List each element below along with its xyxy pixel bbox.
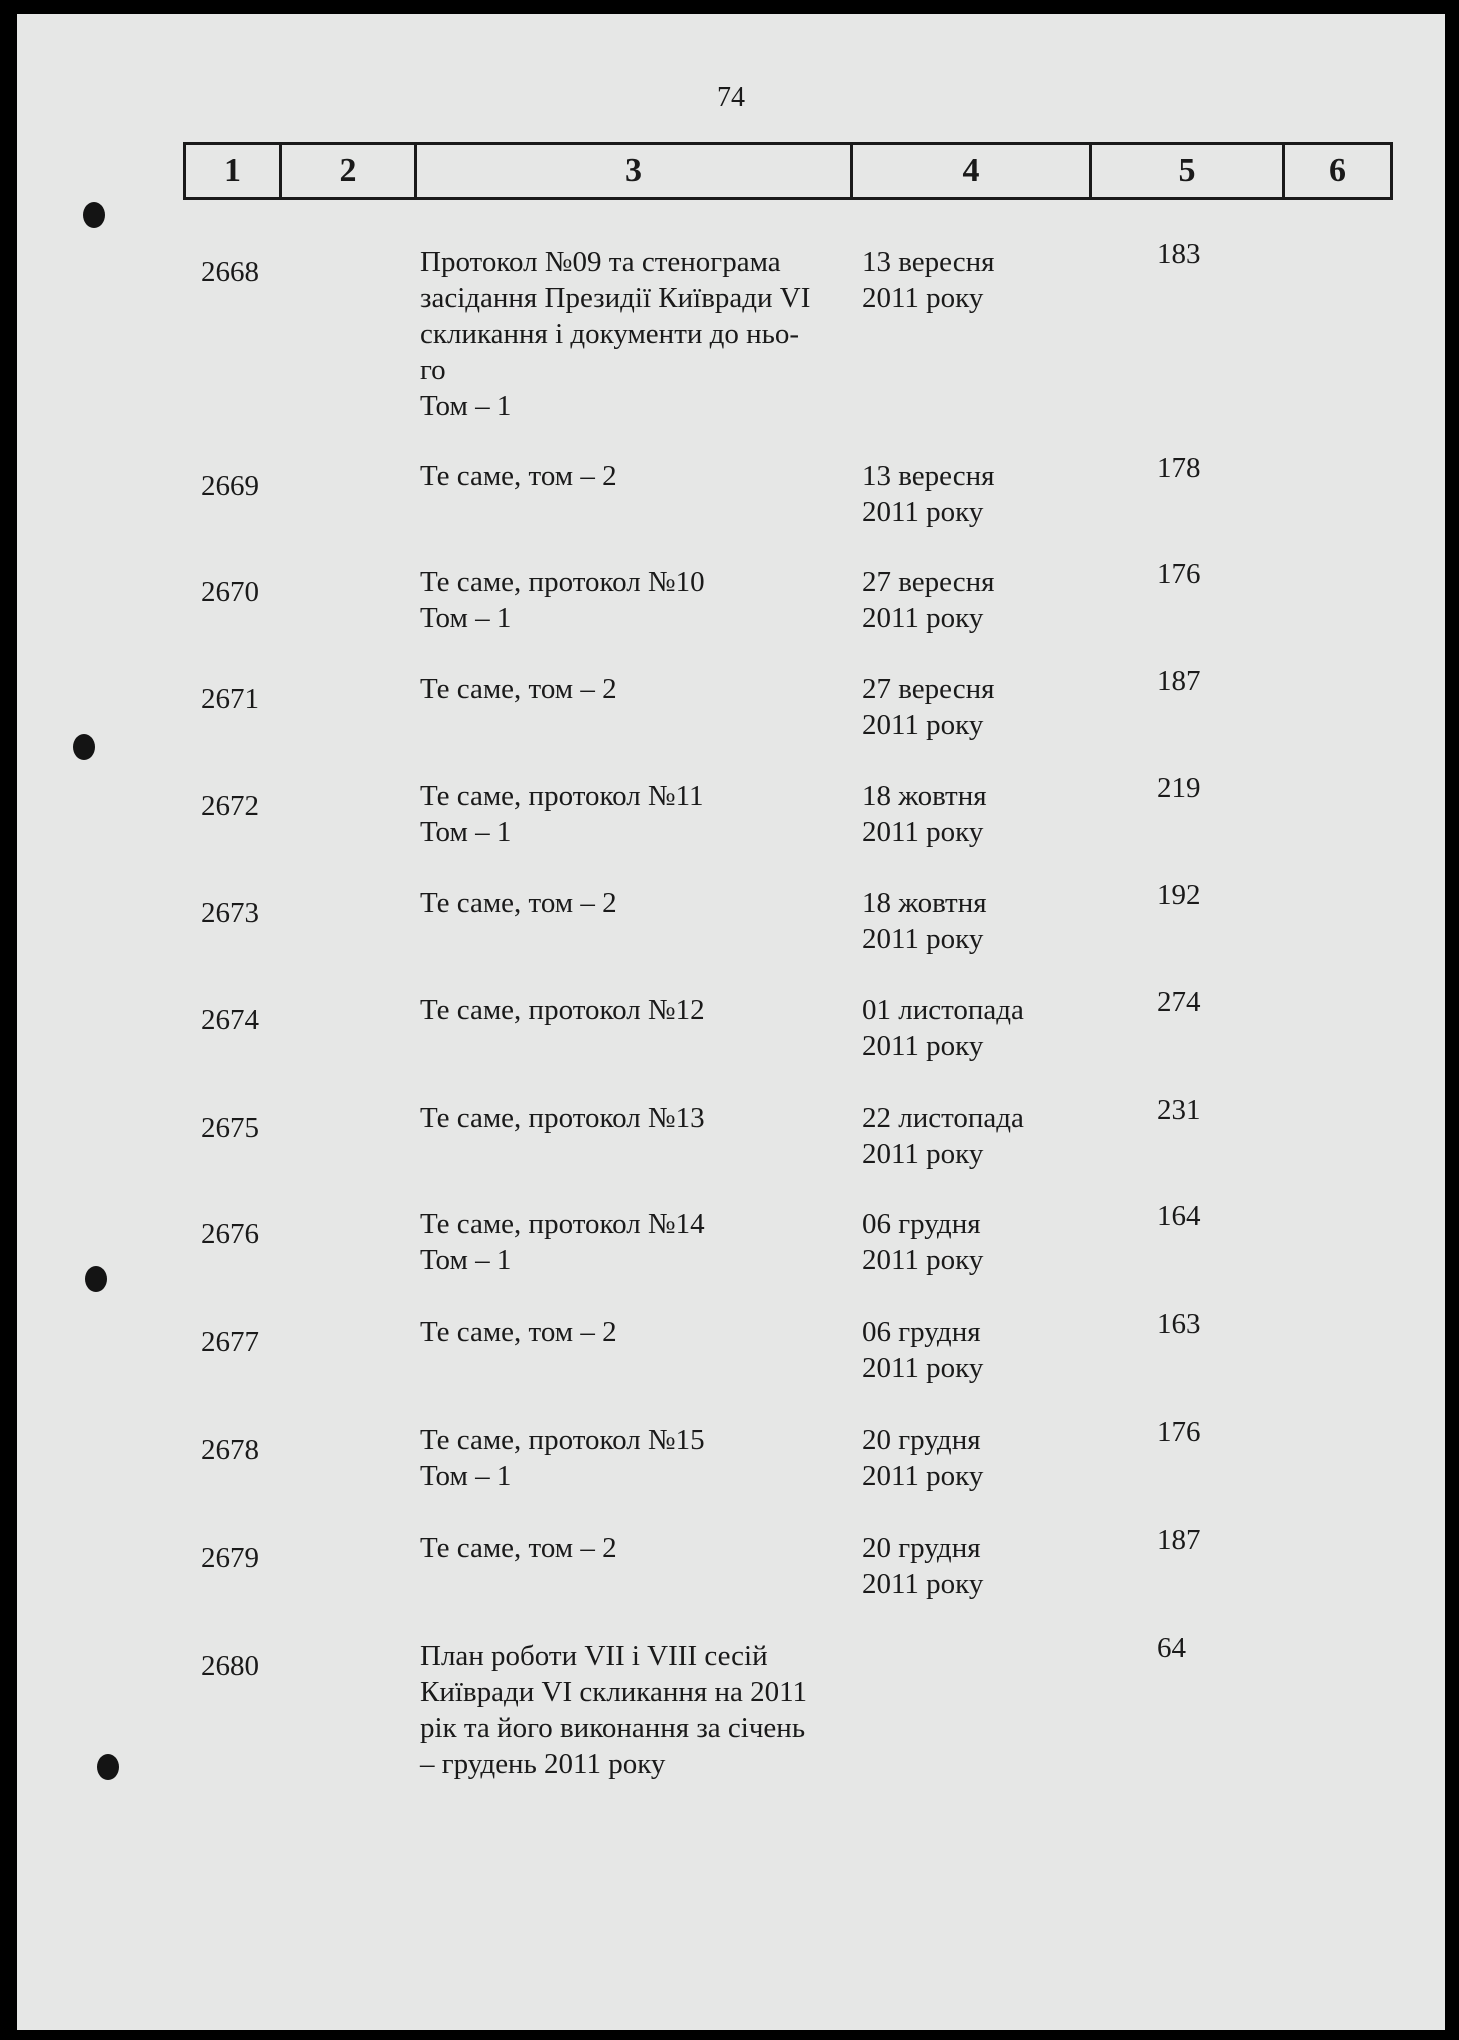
row-title: Те саме, том – 2	[420, 887, 617, 919]
row-title: Те саме, протокол №15 Том – 1	[420, 1424, 705, 1492]
row-date: 18 жовтня 2011 року	[862, 780, 987, 848]
row-sheet-count: 178	[1157, 452, 1201, 484]
row-sheet-count: 187	[1157, 665, 1201, 697]
row-sheet-count: 164	[1157, 1200, 1201, 1232]
row-title: Те саме, протокол №11 Том – 1	[420, 780, 704, 848]
row-number: 2676	[201, 1218, 259, 1250]
row-date: 18 жовтня 2011 року	[862, 887, 987, 955]
row-number: 2675	[201, 1112, 259, 1144]
row-sheet-count: 183	[1157, 238, 1201, 270]
row-title: Те саме, том – 2	[420, 1532, 617, 1564]
binder-hole	[73, 734, 95, 760]
row-title: Те саме, протокол №13	[420, 1102, 705, 1134]
row-date: 01 листопада 2011 року	[862, 994, 1024, 1062]
row-sheet-count: 163	[1157, 1308, 1201, 1340]
row-sheet-count: 176	[1157, 558, 1201, 590]
row-sheet-count: 64	[1157, 1632, 1186, 1664]
row-sheet-count: 176	[1157, 1416, 1201, 1448]
binder-hole	[85, 1266, 107, 1292]
binder-hole	[83, 202, 105, 228]
row-number: 2670	[201, 576, 259, 608]
row-date: 06 грудня 2011 року	[862, 1316, 984, 1384]
header-col-2: 2	[282, 145, 417, 197]
row-title: Те саме, том – 2	[420, 673, 617, 705]
row-number: 2678	[201, 1434, 259, 1466]
row-title: Те саме, том – 2	[420, 1316, 617, 1348]
row-sheet-count: 231	[1157, 1094, 1201, 1126]
row-date: 06 грудня 2011 року	[862, 1208, 984, 1276]
row-title: Те саме, том – 2	[420, 460, 617, 492]
header-col-3: 3	[417, 145, 853, 197]
row-sheet-count: 187	[1157, 1524, 1201, 1556]
row-number: 2680	[201, 1650, 259, 1682]
row-title: Те саме, протокол №12	[420, 994, 705, 1026]
binder-hole	[97, 1754, 119, 1780]
row-sheet-count: 274	[1157, 986, 1201, 1018]
document-page	[17, 14, 1445, 2030]
row-title: Те саме, протокол №14 Том – 1	[420, 1208, 705, 1276]
row-title: План роботи VII і VIII сесій Київради VI скликання на 2011 рік та його виконання за січень – грудень 2011 року	[420, 1640, 808, 1780]
row-title: Те саме, протокол №10 Том – 1	[420, 566, 705, 634]
row-number: 2668	[201, 256, 259, 288]
row-number: 2669	[201, 470, 259, 502]
table-header	[183, 142, 1393, 200]
header-col-5: 5	[1092, 145, 1285, 197]
header-col-4: 4	[853, 145, 1092, 197]
row-title: Протокол №09 та стенограма засідання Президії Київради VI скликання і документи до ньо- го Том – 1	[420, 246, 811, 422]
row-date: 27 вересня 2011 року	[862, 566, 995, 634]
row-number: 2671	[201, 683, 259, 715]
row-number: 2672	[201, 790, 259, 822]
row-number: 2674	[201, 1004, 259, 1036]
row-sheet-count: 219	[1157, 772, 1201, 804]
row-date: 13 вересня 2011 року	[862, 246, 995, 314]
row-sheet-count: 192	[1157, 879, 1201, 911]
row-number: 2673	[201, 897, 259, 929]
row-date: 22 листопада 2011 року	[862, 1102, 1024, 1170]
row-number: 2679	[201, 1542, 259, 1574]
header-col-1: 1	[186, 145, 282, 197]
page-number: 74	[717, 82, 745, 113]
row-date: 20 грудня 2011 року	[862, 1424, 984, 1492]
row-date: 20 грудня 2011 року	[862, 1532, 984, 1600]
row-date: 27 вересня 2011 року	[862, 673, 995, 741]
row-number: 2677	[201, 1326, 259, 1358]
header-col-6: 6	[1329, 152, 1346, 189]
row-date: 13 вересня 2011 року	[862, 460, 995, 528]
